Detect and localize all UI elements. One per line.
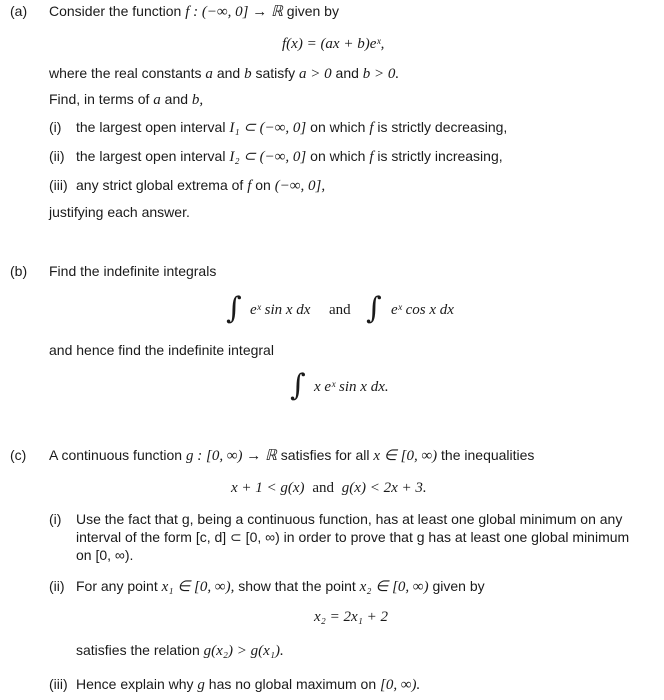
part-c-inequalities: x + 1 < g(x) and g(x) < 2x + 3.: [231, 480, 427, 496]
part-c-i-line1: Use the fact that g, being a continuous function, has at least one global minimum on any: [76, 511, 623, 527]
part-a-justify: justifying each answer.: [49, 204, 190, 220]
part-c-ii-label: (ii): [49, 578, 65, 594]
part-c-iii-label: (iii): [49, 676, 68, 692]
part-b-integral-1: eˣ sin x dx: [250, 302, 311, 318]
part-a-iii-label: (iii): [49, 177, 68, 193]
part-b-intro: Find the indefinite integrals: [49, 263, 217, 279]
part-c-iii-text: Hence explain why g has no global maximum on [0, ∞).: [76, 676, 421, 693]
part-a-i-text: the largest open interval I₁ ⊂ (−∞, 0] on which f is strictly decreasing,: [76, 119, 508, 136]
part-a-constraints: where the real constants a and b satisfy a > 0 and b > 0.: [49, 65, 400, 82]
part-b-hence: and hence find the indefinite integral: [49, 342, 274, 358]
part-c-label: (c): [10, 447, 27, 463]
integral-sign-2: ∫: [366, 291, 382, 326]
part-b-integral-3: x eˣ sin x dx.: [314, 379, 389, 395]
integral-sign-1: ∫: [226, 291, 242, 326]
part-c-ii-relation: satisfies the relation g(x₂) > g(x₁).: [76, 642, 284, 659]
part-c-intro: A continuous function g : [0, ∞) → ℝ satisfies for all x ∈ [0, ∞) the inequalities: [49, 447, 535, 464]
part-c-ii-text: For any point x₁ ∈ [0, ∞), show that the point x₂ ∈ [0, ∞) given by: [76, 578, 485, 595]
part-a-iii-text: any strict global extrema of f on (−∞, 0],: [76, 177, 326, 194]
part-a-function-equation: f(x) = (ax + b)eˣ,: [282, 36, 385, 52]
part-b-and: and: [329, 302, 351, 318]
part-a-ii-text: the largest open interval I₂ ⊂ (−∞, 0] on which f is strictly increasing,: [76, 148, 503, 165]
integral-sign-3: ∫: [290, 368, 306, 403]
part-c-i-line2: interval of the form [c, d] ⊂ [0, ∞) in order to prove that g has at least one global minimum: [76, 529, 630, 545]
part-b-integral-2: eˣ cos x dx: [391, 302, 454, 318]
part-c-i-line3: on [0, ∞).: [76, 547, 134, 563]
part-a-i-label: (i): [49, 119, 62, 135]
part-a-ii-label: (ii): [49, 148, 65, 164]
part-c-i-label: (i): [49, 511, 62, 527]
part-a-find: Find, in terms of a and b,: [49, 91, 204, 108]
part-a-intro: Consider the function f : (−∞, 0] → ℝ given by: [49, 3, 339, 20]
part-b-label: (b): [10, 263, 28, 279]
part-a-label: (a): [10, 3, 28, 19]
part-c-ii-equation: x₂ = 2x₁ + 2: [314, 609, 388, 625]
